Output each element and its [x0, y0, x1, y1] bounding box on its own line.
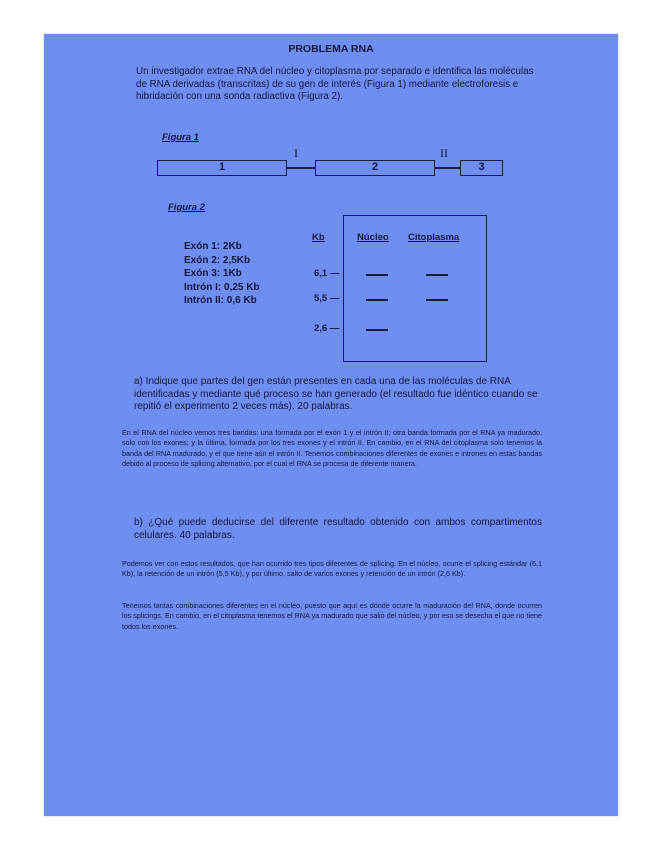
band-citoplasma-6-1	[426, 274, 448, 276]
intron-1-line	[287, 167, 315, 169]
worksheet-page	[44, 34, 618, 816]
marker-5-5: 5,5 —	[314, 293, 340, 304]
intron-2-label: II	[440, 146, 448, 160]
answer-a: En el RNA del núcleo vemos tres bandas: una formada por el exón 1 y el intrón II; otra banda formada por el RNA ya madurado, solo con los exones; y la última, formada por los tres exones y el intrón II. En cambio, en el RNA del citoplasma solo tenemos la banda del RNA madurado, y el que tiene aún el intrón II. Tenemos combinaciones diferentes de exones e intrones en estas bandas debido al proceso de splicing alternativo, por el cual el RNA se procesa de diferente manera.	[122, 428, 542, 468]
list-item: Exón 2: 2,5Kb	[184, 254, 251, 266]
band-citoplasma-5-5	[426, 299, 448, 301]
figure1-label: Figura 1	[162, 132, 199, 143]
page-title: PROBLEMA RNA	[288, 43, 374, 55]
intron-1-label: I	[294, 146, 298, 160]
list-item: Exón 3: 1Kb	[184, 268, 242, 279]
band-nucleo-6-1	[366, 274, 388, 276]
band-nucleo-2-6	[366, 329, 388, 331]
answer-b-paragraph-1: Podemos ver con estos resultados, que han ocurrido tres tipos diferentes de splicing. En el núcleo, ocurre el splicing estándar (6,1 Kb), la retención de un intrón (5,5 Kb), y por último, salto de varios exones y retención de un intrón (2,6 Kb).	[122, 559, 542, 579]
list-item: Exón 1: 2Kb	[184, 241, 242, 252]
band-nucleo-5-5	[366, 299, 388, 301]
question-b: b) ¿Qué puede deducirse del diferente resultado obtenido con ambos compartimentos celulares. 40 palabras.	[134, 517, 542, 541]
exon-1-box: 1	[157, 160, 287, 176]
marker-6-1: 6,1 —	[314, 268, 340, 279]
question-a: a) Indique que partes del gen están presentes en cada una de las moléculas de RNA identificadas y mediante qué proceso se han generado (el resultado fue idéntico cuando se repitió el experimento 2 veces más). 20 palabras.	[134, 376, 538, 412]
answer-b-paragraph-2: Tenemos tantas combinaciones diferentes en el núcleo, puesto que aquí es dónde ocurre la maduración del RNA, donde ocurren los splicings. En cambio, en el citoplasma tenemos el RNA ya madurado que salió del núcleo, y por eso se desecha el que no tiene todos los exones.	[122, 601, 542, 631]
nucleo-column-header: Núcleo	[357, 232, 389, 243]
list-item: Intrón I: 0,25 Kb	[184, 281, 260, 293]
kb-header: Kb	[312, 232, 325, 243]
segment-size-list	[184, 240, 260, 308]
list-item: Intrón II: 0,6 Kb	[184, 295, 257, 306]
intron-2-line	[435, 167, 460, 169]
marker-2-6: 2,6 —	[314, 323, 340, 334]
gene-diagram	[157, 146, 503, 196]
exon-3-box: 3	[460, 160, 503, 176]
citoplasma-column-header: Citoplasma	[408, 232, 460, 243]
exon-2-box: 2	[315, 160, 435, 176]
figure2-label: Figura 2	[168, 202, 205, 213]
intro-paragraph: Un investigador extrae RNA del núcleo y citoplasma por separado e identifica las moléculas de RNA derivadas (transcritas) de su gen de interés (Figura 1) mediante electroforesis e hibridación con una sonda radiactiva (Figura 2).	[136, 66, 534, 102]
